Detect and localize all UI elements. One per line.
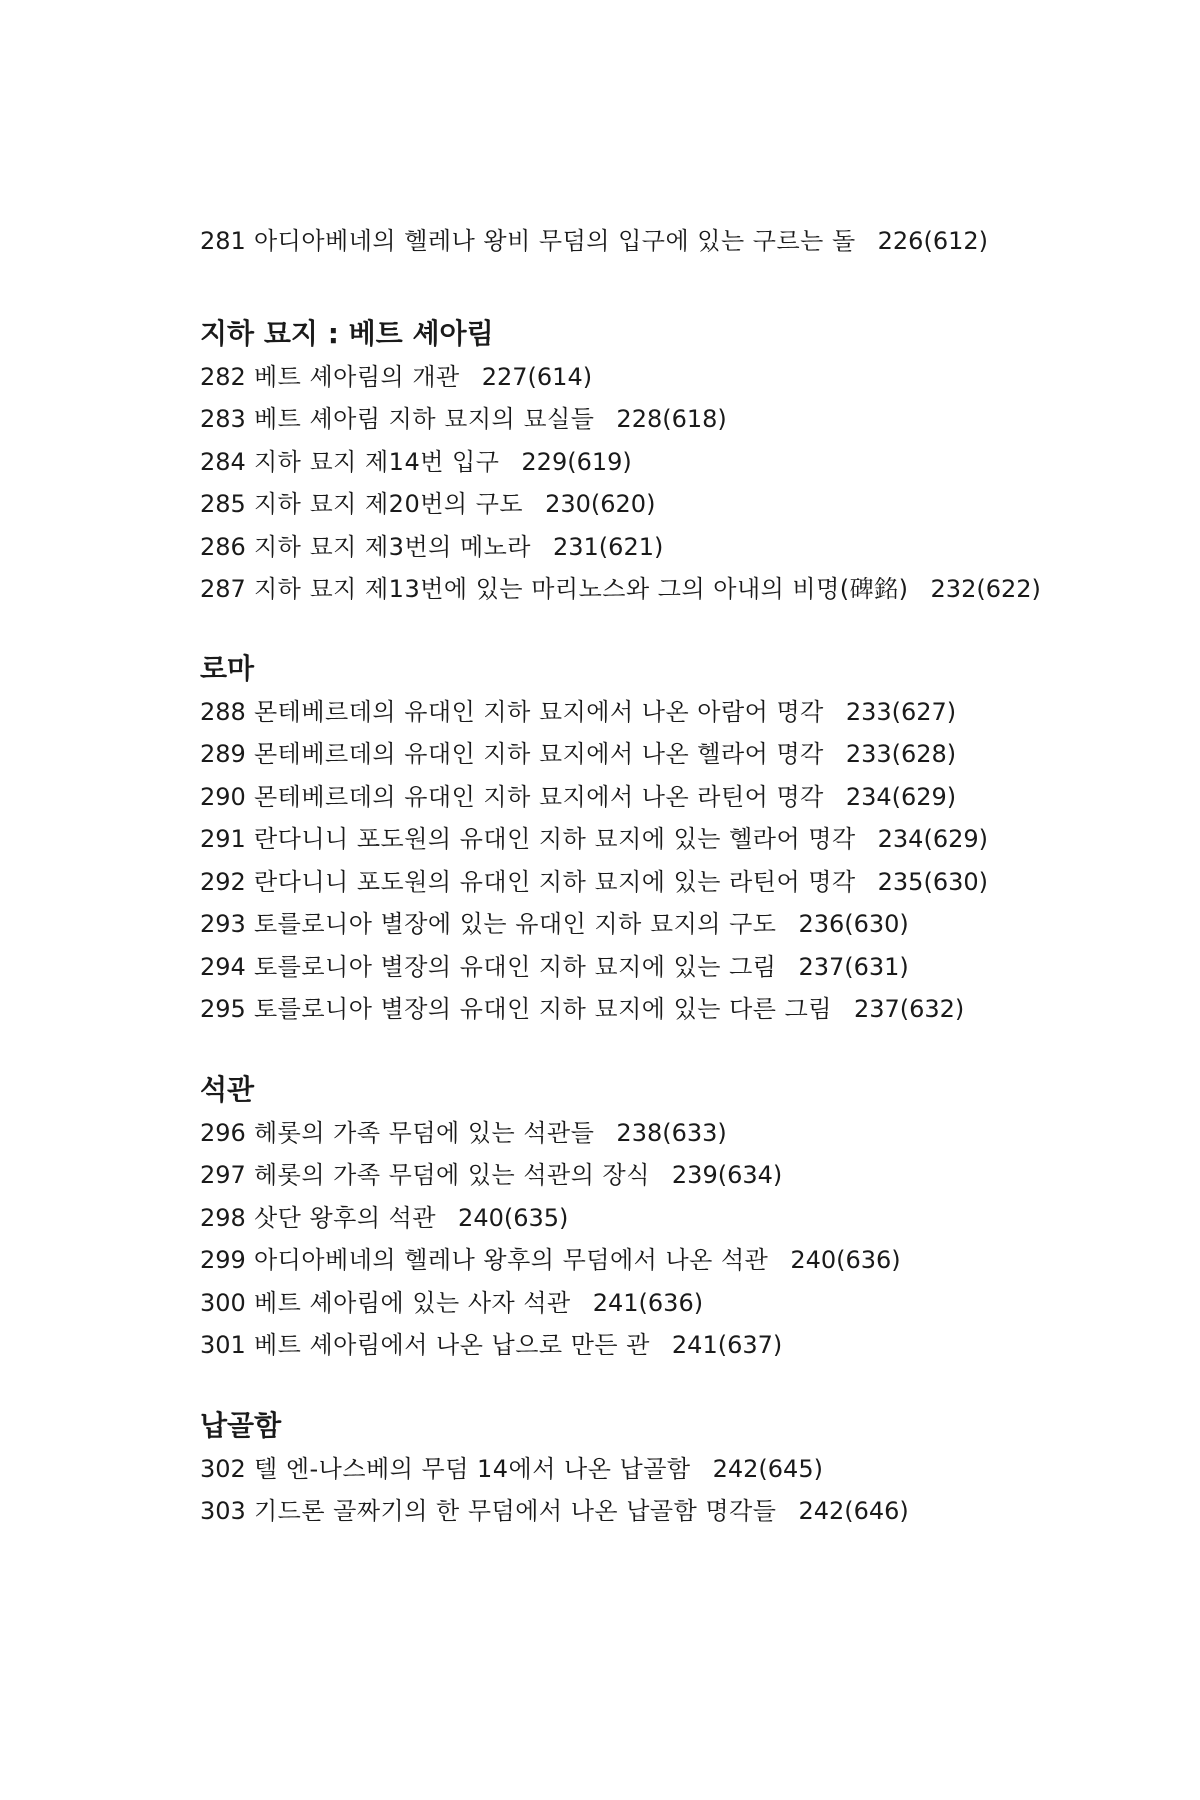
list-item [200, 1112, 1100, 1155]
entry-title: 지하 묘지 제20번의 구도 [254, 490, 524, 518]
entry-number: 285 [200, 490, 246, 518]
entry-page: 242(646) [798, 1497, 909, 1525]
list-item [200, 1282, 1100, 1325]
list-item [200, 568, 1100, 611]
entry-page: 231(621) [553, 532, 664, 561]
entry-number: 300 [200, 1288, 246, 1317]
entry-page: 227(614) [481, 362, 593, 391]
section-heading: 로마 [200, 651, 255, 685]
list-item [200, 483, 1100, 526]
section [200, 1404, 1100, 1533]
list-item [200, 1154, 1100, 1197]
entry-title: 몬테베르데의 유대인 지하 묘지에서 나온 아람어 명각 [254, 697, 824, 726]
list-item [200, 733, 1100, 776]
entry-number: 294 [200, 952, 246, 981]
entry-number: 293 [200, 910, 246, 938]
entry-page: 229(619) [521, 447, 632, 476]
list-item [200, 776, 1100, 819]
entry-title: 기드론 골짜기의 한 무덤에서 나온 납골함 명각들 [254, 1497, 777, 1525]
entry-number: 299 [200, 1246, 246, 1274]
entry-page: 233(628) [845, 740, 957, 768]
entry-number: 288 [200, 697, 246, 726]
list-item [200, 691, 1100, 734]
entry-title: 지하 묘지 제3번의 메노라 [254, 532, 531, 561]
list-item [200, 441, 1100, 484]
list-item [200, 1490, 1100, 1533]
entry-page: 228(618) [616, 405, 727, 433]
entry-page: 235(630) [877, 867, 988, 896]
section-heading: 납골함 [200, 1408, 282, 1442]
entry-number: 282 [200, 362, 246, 391]
list-item [200, 861, 1100, 904]
entry-title: 아디아베네의 헬레나 왕후의 무덤에서 나온 석관 [254, 1246, 769, 1274]
section-heading: 지하 묘지 : 베트 셰아림 [200, 316, 494, 350]
entry-number: 302 [200, 1454, 246, 1483]
entry-number: 287 [200, 575, 246, 603]
entry-title: 텔 엔-나스베의 무덤 14에서 나온 납골함 [254, 1454, 691, 1483]
entry-page: 226(612) [877, 227, 988, 255]
entry-number: 303 [200, 1497, 246, 1525]
entry-page: 241(636) [592, 1288, 704, 1317]
entry-title: 베트 셰아림의 개관 [254, 362, 460, 391]
section [200, 1068, 1100, 1367]
entry-page: 241(637) [671, 1331, 783, 1359]
entry-number: 291 [200, 825, 246, 853]
entry-page: 240(635) [458, 1203, 569, 1232]
entry-page: 234(629) [877, 825, 988, 853]
entry-page: 240(636) [790, 1246, 901, 1274]
entry-title: 란다니니 포도원의 유대인 지하 묘지에 있는 라틴어 명각 [254, 867, 856, 896]
entry-page: 237(632) [853, 995, 965, 1023]
entry-page: 234(629) [845, 782, 957, 811]
entry-page: 238(633) [616, 1118, 727, 1147]
entry-number: 283 [200, 405, 246, 433]
table-of-figures [200, 220, 1100, 1533]
entry-title: 토를로니아 별장의 유대인 지하 묘지에 있는 다른 그림 [254, 995, 832, 1023]
entry-title: 베트 셰아림 지하 묘지의 묘실들 [254, 405, 595, 433]
entry-number: 281 [200, 227, 246, 255]
entry-title: 몬테베르데의 유대인 지하 묘지에서 나온 헬라어 명각 [254, 740, 824, 768]
entry-title: 지하 묘지 제14번 입구 [254, 447, 500, 476]
entry-page: 233(627) [845, 697, 957, 726]
entry-number: 298 [200, 1203, 246, 1232]
section [200, 647, 1100, 1031]
entry-title: 베트 셰아림에서 나온 납으로 만든 관 [254, 1331, 650, 1359]
entry-title: 몬테베르데의 유대인 지하 묘지에서 나온 라틴어 명각 [254, 782, 824, 811]
list-item [200, 988, 1100, 1031]
entry-page: 230(620) [545, 490, 656, 518]
entry-number: 289 [200, 740, 246, 768]
list-item [200, 1324, 1100, 1367]
entry-page: 242(645) [712, 1454, 823, 1483]
entry-number: 295 [200, 995, 246, 1023]
list-item [200, 1448, 1100, 1491]
entry-page: 232(622) [930, 575, 1041, 603]
entry-number: 296 [200, 1118, 246, 1147]
entry-title: 베트 셰아림에 있는 사자 석관 [254, 1288, 571, 1317]
entry-number: 301 [200, 1331, 246, 1359]
list-item [200, 526, 1100, 569]
entry-number: 284 [200, 447, 246, 476]
list-item [200, 1197, 1100, 1240]
entry-title: 헤롯의 가족 무덤에 있는 석관의 장식 [254, 1161, 650, 1189]
list-item [200, 398, 1100, 441]
entry-number: 290 [200, 782, 246, 811]
entry-page: 237(631) [798, 952, 909, 981]
entry-title: 토를로니아 별장에 있는 유대인 지하 묘지의 구도 [254, 910, 777, 938]
entry-title: 지하 묘지 제13번에 있는 마리노스와 그의 아내의 비명(碑銘) [254, 575, 909, 603]
entry-number: 292 [200, 867, 246, 896]
section-heading: 석관 [200, 1072, 255, 1106]
list-item [200, 356, 1100, 399]
entry-title: 토를로니아 별장의 유대인 지하 묘지에 있는 그림 [254, 952, 777, 981]
list-item [200, 1239, 1100, 1282]
entry-title: 란다니니 포도원의 유대인 지하 묘지에 있는 헬라어 명각 [254, 825, 856, 853]
list-item [200, 818, 1100, 861]
list-item [200, 946, 1100, 989]
entry-page: 236(630) [798, 910, 909, 938]
entry-title: 헤롯의 가족 무덤에 있는 석관들 [254, 1118, 595, 1147]
list-item [200, 903, 1100, 946]
entry-title: 아디아베네의 헬레나 왕비 무덤의 입구에 있는 구르는 돌 [254, 227, 856, 255]
entry-number: 297 [200, 1161, 246, 1189]
entry-title: 삿단 왕후의 석관 [254, 1203, 437, 1232]
entry-page: 239(634) [671, 1161, 783, 1189]
list-item [200, 220, 1100, 263]
section [200, 312, 1100, 611]
entry-number: 286 [200, 532, 246, 561]
